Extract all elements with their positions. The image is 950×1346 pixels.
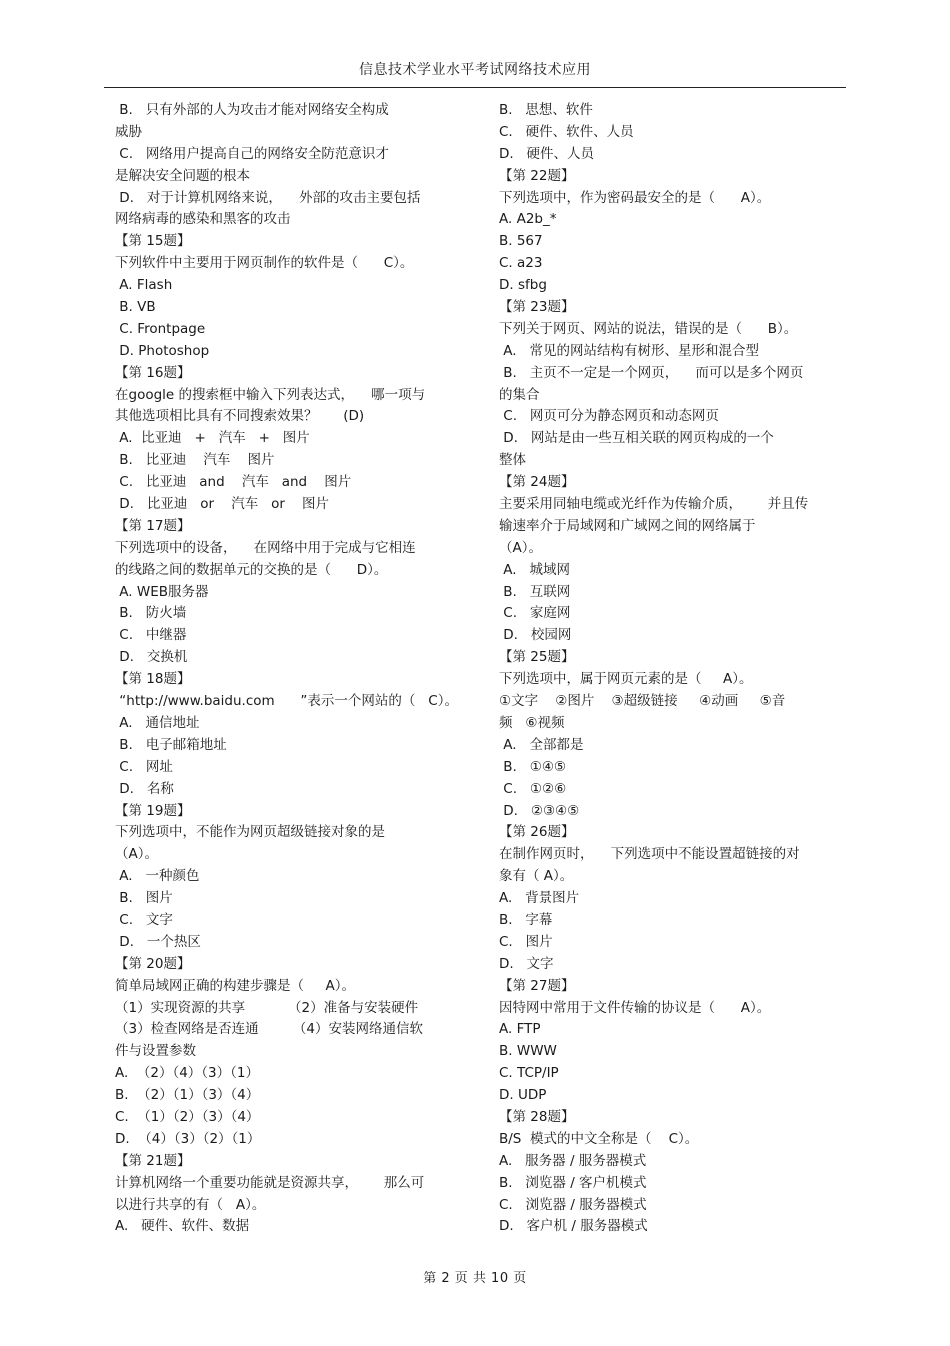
text-line: 简单局域网正确的构建步骤是（ A）。 bbox=[115, 977, 355, 994]
text-line: C. 硬件、软件、人员 bbox=[499, 123, 634, 140]
text-line: 【第 19题】 bbox=[115, 802, 191, 819]
text-line: D. sfbg bbox=[499, 277, 547, 294]
text-line: D. 客户机 / 服务器模式 bbox=[499, 1218, 648, 1235]
text-line: 【第 20题】 bbox=[115, 955, 191, 972]
text-line: C. 图片 bbox=[499, 933, 553, 950]
text-line: 【第 24题】 bbox=[499, 474, 575, 491]
text-line: 【第 22题】 bbox=[499, 167, 575, 184]
text-line: B/S 模式的中文全称是（ C）。 bbox=[499, 1130, 699, 1147]
text-line: 下列软件中主要用于网页制作的软件是（ C）。 bbox=[115, 255, 414, 272]
text-line: A. A2b_* bbox=[499, 211, 557, 228]
text-line: C. ①②⑥ bbox=[499, 780, 567, 797]
text-line: A. FTP bbox=[499, 1021, 541, 1038]
text-line: B. 主页不一定是一个网页， 而可以是多个网页 bbox=[499, 364, 804, 381]
text-line: B. 字幕 bbox=[499, 911, 553, 928]
text-line: C. TCP/IP bbox=[499, 1065, 559, 1082]
text-line: 象有（ A）。 bbox=[499, 868, 574, 885]
right-column bbox=[499, 100, 844, 1238]
text-line: A. 比亚迪 + 汽车 + 图片 bbox=[115, 430, 310, 447]
text-line: B. 比亚迪 汽车 图片 bbox=[115, 452, 275, 469]
text-line: B. 互联网 bbox=[499, 583, 571, 600]
text-line: C. （1）（2）（3）（4） bbox=[115, 1108, 260, 1125]
text-line: D. UDP bbox=[499, 1087, 547, 1104]
page-header-title: 信息技术学业水平考试网络技术应用 bbox=[359, 62, 591, 78]
text-line: C. 网络用户提高自己的网络安全防范意识才 bbox=[115, 145, 389, 162]
text-line: 输速率介于局域网和广域网之间的网络属于 bbox=[499, 517, 756, 534]
page-footer: 第 2 页 共 10 页 bbox=[423, 1271, 527, 1286]
text-line: C. 文字 bbox=[115, 911, 173, 928]
header-divider bbox=[104, 87, 846, 88]
text-line: 【第 26题】 bbox=[499, 824, 575, 841]
text-line: （3）检查网络是否连通 （4）安装网络通信软 bbox=[115, 1021, 424, 1038]
text-line: B. 电子邮箱地址 bbox=[115, 736, 227, 753]
text-line: D. 交换机 bbox=[115, 649, 188, 666]
text-line: C. 家庭网 bbox=[499, 605, 571, 622]
text-line: C. 网址 bbox=[115, 758, 173, 775]
text-line: B. WWW bbox=[499, 1043, 557, 1060]
text-line: B. ①④⑤ bbox=[499, 758, 567, 775]
text-line: B. VB bbox=[115, 299, 156, 316]
text-line: B. 防火墙 bbox=[115, 605, 187, 622]
left-column bbox=[115, 100, 465, 1238]
text-line: （A）。 bbox=[115, 846, 158, 863]
text-line: A. 背景图片 bbox=[499, 890, 580, 907]
text-line: 的集合 bbox=[499, 386, 540, 403]
text-line: C. a23 bbox=[499, 255, 543, 272]
text-line: A. 全部都是 bbox=[499, 736, 584, 753]
text-line: B. 图片 bbox=[115, 890, 173, 907]
text-line: A. 服务器 / 服务器模式 bbox=[499, 1152, 647, 1169]
text-line: A. Flash bbox=[115, 277, 173, 294]
text-line: 其他选项相比具有不同搜索效果？ (D) bbox=[115, 408, 365, 425]
text-line: 在google 的搜索框中输入下列表达式， 哪一项与 bbox=[115, 386, 426, 403]
text-line: 【第 25题】 bbox=[499, 649, 575, 666]
text-line: D. 一个热区 bbox=[115, 933, 201, 950]
text-line: A. 常见的网站结构有树形、星形和混合型 bbox=[499, 342, 759, 359]
text-line: 【第 15题】 bbox=[115, 233, 191, 250]
text-line: 【第 16题】 bbox=[115, 364, 191, 381]
text-line: D. 网站是由一些互相关联的网页构成的一个 bbox=[499, 430, 774, 447]
text-line: 下列选项中，不能作为网页超级链接对象的是 bbox=[115, 824, 385, 841]
text-line: B. 浏览器 / 客户机模式 bbox=[499, 1174, 647, 1191]
text-line: 以进行共享的有（ A）。 bbox=[115, 1196, 266, 1213]
text-line: 【第 18题】 bbox=[115, 671, 191, 688]
text-line: 下列关于网页、网站的说法，错误的是（ B）。 bbox=[499, 320, 798, 337]
text-line: C. 网页可分为静态网页和动态网页 bbox=[499, 408, 719, 425]
text-line: D. 硬件、人员 bbox=[499, 145, 595, 162]
text-line: 主要采用同轴电缆或光纤作为传输介质， 并且传 bbox=[499, 496, 809, 513]
text-line: 【第 23题】 bbox=[499, 299, 575, 316]
text-line: C. Frontpage bbox=[115, 320, 206, 337]
text-line: 【第 27题】 bbox=[499, 977, 575, 994]
text-line: 计算机网络一个重要功能就是资源共享， 那么可 bbox=[115, 1174, 425, 1191]
text-line: 的线路之间的数据单元的交换的是（ D）。 bbox=[115, 561, 388, 578]
text-line: A. 通信地址 bbox=[115, 714, 200, 731]
text-line: A. 硬件、软件、数据 bbox=[115, 1218, 250, 1235]
text-line: （A）。 bbox=[499, 539, 542, 556]
text-line: 【第 28题】 bbox=[499, 1108, 575, 1125]
text-line: （1）实现资源的共享 （2）准备与安装硬件 bbox=[115, 999, 419, 1016]
text-line: 威胁 bbox=[115, 123, 142, 140]
text-line: 是解决安全问题的根本 bbox=[115, 167, 250, 184]
text-line: D. 对于计算机网络来说， 外部的攻击主要包括 bbox=[115, 189, 421, 206]
text-line: 下列选项中的设备， 在网络中用于完成与它相连 bbox=[115, 539, 416, 556]
text-line: A. WEB服务器 bbox=[115, 583, 209, 600]
text-line: D. 比亚迪 or 汽车 or 图片 bbox=[115, 496, 330, 513]
text-line: 【第 17题】 bbox=[115, 517, 191, 534]
text-line: B. 只有外部的人为攻击才能对网络安全构成 bbox=[115, 102, 389, 118]
text-line: 因特网中常用于文件传输的协议是（ A）。 bbox=[499, 999, 771, 1016]
text-line: D. 文字 bbox=[499, 955, 554, 972]
text-line: 下列选项中，属于网页元素的是（ A）。 bbox=[499, 671, 753, 688]
text-line: D. 校园网 bbox=[499, 627, 572, 644]
text-line: B. 567 bbox=[499, 233, 543, 250]
text-line: ①文字 ②图片 ③超级链接 ④动画 ⑤音 bbox=[499, 693, 786, 710]
text-line: 【第 21题】 bbox=[115, 1152, 191, 1169]
text-line: 下列选项中，作为密码最安全的是（ A）。 bbox=[499, 189, 771, 206]
text-line: D. 名称 bbox=[115, 780, 174, 797]
text-line: C. 中继器 bbox=[115, 627, 187, 644]
text-line: A. 一种颜色 bbox=[115, 868, 200, 885]
text-line: D. （4）（3）（2）（1） bbox=[115, 1130, 261, 1147]
text-line: 件与设置参数 bbox=[115, 1043, 196, 1060]
text-line: 网络病毒的感染和黑客的攻击 bbox=[115, 211, 291, 228]
text-line: C. 比亚迪 and 汽车 and 图片 bbox=[115, 474, 352, 491]
text-line: B. （2）（1）（3）（4） bbox=[115, 1087, 260, 1104]
text-line: C. 浏览器 / 服务器模式 bbox=[499, 1196, 647, 1213]
text-line: A. 城域网 bbox=[499, 561, 570, 578]
text-line: D. Photoshop bbox=[115, 342, 210, 359]
text-line: “http://www.baidu.com ”表示一个网站的（ C）。 bbox=[115, 693, 458, 710]
text-line: 在制作网页时， 下列选项中不能设置超链接的对 bbox=[499, 846, 800, 863]
text-line: A. （2）（4）（3）（1） bbox=[115, 1065, 259, 1082]
text-line: D. ②③④⑤ bbox=[499, 802, 580, 819]
text-line: 整体 bbox=[499, 452, 526, 469]
text-line: B. 思想、软件 bbox=[499, 102, 593, 118]
text-line: 频 ⑥视频 bbox=[499, 714, 565, 731]
